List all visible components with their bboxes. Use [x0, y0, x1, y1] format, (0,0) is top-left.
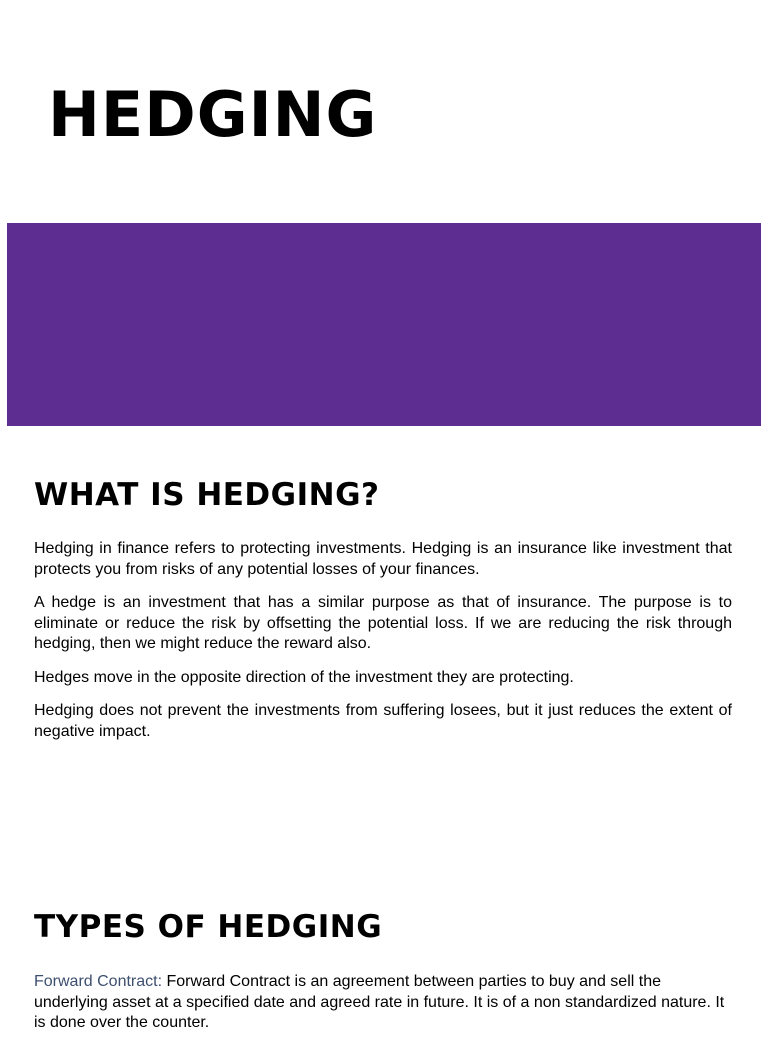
section-body-types-of-hedging: [34, 972, 732, 1047]
paragraph: Hedges move in the opposite direction of the investment they are protecting.: [34, 668, 574, 686]
term-definition: Forward Contract is an agreement between parties to buy and sell the underlying asset at a specified date and agreed rate in future. It is of a non standardized nature. It is done over the counter.: [34, 973, 725, 1031]
term-label: Forward Contract:: [34, 973, 163, 990]
paragraph: A hedge is an investment that has a similar purpose as that of insurance. The purpose is to eliminate or reduce the risk by offsetting the potential loss. If we are reducing the risk through hedging, then we might reduce the reward also.: [34, 594, 732, 652]
list-item: [34, 972, 732, 1034]
title-banner: [7, 223, 761, 426]
section-body-what-is-hedging: [34, 539, 732, 755]
section-heading-what-is-hedging: WHAT IS HEDGING?: [34, 477, 380, 513]
section-heading-types-of-hedging: TYPES OF HEDGING: [34, 909, 383, 945]
page-title: HEDGING: [48, 78, 378, 151]
paragraph: Hedging in finance refers to protecting investments. Hedging is an insurance like investment that protects you from risks of any potential losses of your finances.: [34, 540, 732, 578]
paragraph: Hedging does not prevent the investments from suffering losees, but it just reduces the extent of negative impact.: [34, 702, 732, 740]
